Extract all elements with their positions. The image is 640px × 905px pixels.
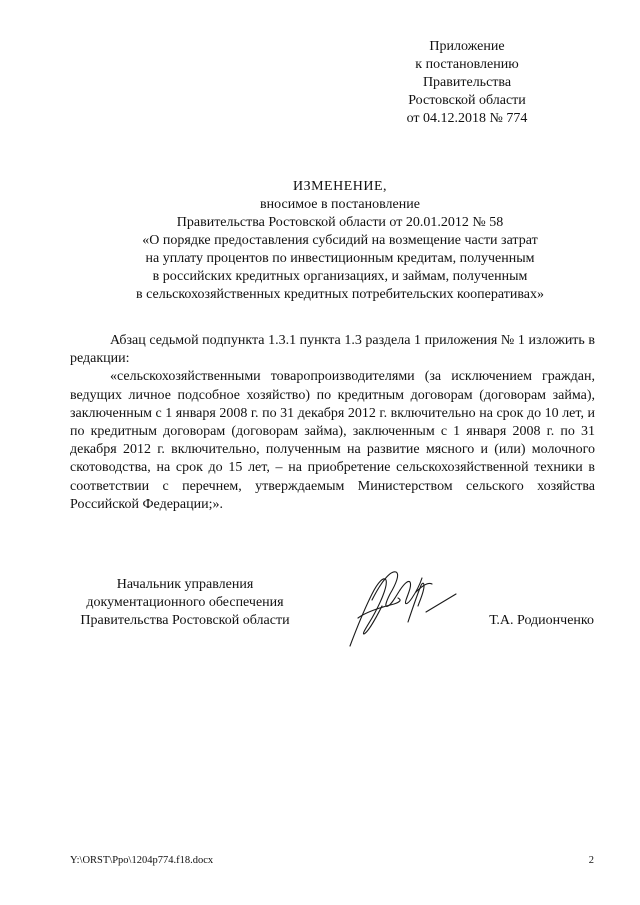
annex-line-1: Приложение (429, 39, 505, 54)
title-line-6: в российских кредитных организациях, и займам, полученным (152, 269, 528, 284)
annex-line-5: от 04.12.2018 № 774 (406, 111, 528, 126)
signatory-position (70, 576, 300, 630)
title-line-3: Правительства Ростовской области от 20.01.2012 № 58 (176, 215, 504, 230)
title-line-5: на уплату процентов по инвестиционным кредитам, полученным (145, 251, 535, 266)
title-line-4: «О порядке предоставления субсидий на возмещение части затрат (142, 233, 538, 248)
signatory-position-line-2: документационного обеспечения (86, 595, 284, 610)
annex-block (367, 38, 567, 128)
page-number: 2 (588, 855, 594, 866)
document-heading: ИЗМЕНЕНИЕ, (292, 179, 388, 194)
footer-file-path: Y:\ORST\Ppo\1204p774.f18.docx (70, 855, 214, 866)
signatory-position-line-3: Правительства Ростовской области (80, 613, 290, 628)
handwritten-signature (342, 560, 460, 652)
annex-line-4: Ростовской области (408, 93, 526, 108)
title-line-2: вносимое в постановление (260, 197, 420, 212)
signatory-name: Т.А. Родионченко (489, 613, 594, 628)
body-paragraph-1: Абзац седьмой подпункта 1.3.1 пункта 1.3 раздела 1 приложения № 1 изложить в редакции: (70, 333, 595, 367)
title-line-7: в сельскохозяйственных кредитных потребительских кооперативах» (136, 287, 544, 302)
body-paragraph-2: «сельскохозяйственными товаропроизводителями (за исключением граждан, ведущих личное подсобное хозяйство) по кредитным договорам (договорам займа), заключенным с 1 января 2008 г. по 31 декабря 2012 г. включительно на срок до 10 лет, и по кредитным договорам (договорам займа), заключенным с 1 января 2008 г. по 31 декабря 2012 г. включительно, полученным на развитие мясного и (или) молочного скотоводства, на срок до 15 лет, – на приобретение сельскохозяйственной техники в соответствии с перечнем, утверждаемым Министерством сельского хозяйства Российской Федерации;». (70, 369, 595, 512)
annex-line-2: к постановлению (415, 57, 519, 72)
signatory-position-line-1: Начальник управления (116, 577, 254, 592)
annex-line-3: Правительства (422, 75, 512, 90)
title-block (70, 178, 610, 304)
body-text (70, 332, 595, 514)
